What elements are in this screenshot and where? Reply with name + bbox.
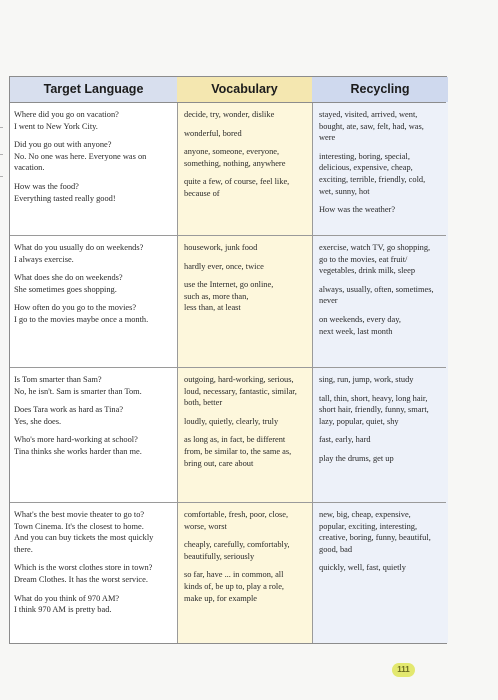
cell-paragraph xyxy=(14,593,174,616)
cell-text-line: interesting, boring, special, xyxy=(319,151,410,161)
cell-text-line: I went to New York City. xyxy=(14,121,98,131)
cell-text-line: Town Cinema. It's the closest to home. xyxy=(14,521,144,531)
cell-text-line: I think 970 AM is pretty bad. xyxy=(14,605,112,615)
cell-text-line: quite a few, of course, feel like, xyxy=(184,177,290,187)
table-row xyxy=(10,236,446,368)
cell-text-line: How often do you go to the movies? xyxy=(14,303,137,313)
cell-text-line: there. xyxy=(14,544,33,554)
target-language-cell xyxy=(14,242,174,333)
cell-text-line: so far, have ... in common, all xyxy=(184,570,284,580)
cell-text-line: bring out, care about xyxy=(184,458,254,468)
faded-header-text xyxy=(150,58,153,68)
cell-text-line: wonderful, bored xyxy=(184,128,242,138)
cell-paragraph xyxy=(319,151,445,197)
cell-text-line: delicious, expensive, cheap, xyxy=(319,163,413,173)
cell-text-line: Is Tom smarter than Sam? xyxy=(14,375,102,384)
cell-paragraph xyxy=(319,284,445,307)
cell-paragraph xyxy=(14,139,174,174)
cell-paragraph xyxy=(184,374,308,409)
cell-text-line: What does she do on weekends? xyxy=(14,273,123,283)
cell-text-line: creative, boring, funny, beautiful, xyxy=(319,533,431,543)
target-language-cell xyxy=(14,109,174,211)
cell-paragraph xyxy=(184,128,308,140)
cell-text-line: How was the food? xyxy=(14,181,79,191)
cell-text-line: both, better xyxy=(184,398,223,408)
vocabulary-cell xyxy=(184,509,308,611)
target-language-header: Target Language xyxy=(10,77,177,102)
cell-text-line: make up, for example xyxy=(184,593,258,603)
margin-mark xyxy=(0,176,3,177)
cell-text-line: lazy, popular, quiet, shy xyxy=(319,416,399,426)
margin-mark xyxy=(0,127,3,128)
cell-paragraph xyxy=(184,569,308,604)
cell-text-line: from, be similar to, the same as, xyxy=(184,446,292,456)
recycling-cell xyxy=(319,374,445,472)
cell-paragraph xyxy=(184,261,308,273)
cell-paragraph xyxy=(184,416,308,428)
cell-text-line: wet, sunny, hot xyxy=(319,186,370,196)
cell-text-line: stayed, visited, arrived, went, xyxy=(319,110,418,119)
cell-text-line: never xyxy=(319,296,338,306)
cell-paragraph xyxy=(184,146,308,169)
cell-paragraph xyxy=(319,242,445,277)
cell-paragraph xyxy=(319,109,445,144)
cell-text-line: What's the best movie theater to go to? xyxy=(14,510,145,519)
cell-text-line: vacation. xyxy=(14,163,45,173)
cell-text-line: go to the movies, eat fruit/ xyxy=(319,254,408,264)
recycling-cell xyxy=(319,242,445,344)
cell-text-line: decide, try, wonder, dislike xyxy=(184,110,275,119)
cell-text-line: anyone, someone, everyone, xyxy=(184,147,280,157)
vocabulary-cell xyxy=(184,242,308,321)
cell-text-line: next week, last month xyxy=(319,326,393,336)
cell-text-line: No. No one was here. Everyone was on xyxy=(14,151,147,161)
cell-paragraph xyxy=(184,109,308,121)
cell-text-line: Yes, she does. xyxy=(14,416,62,426)
cell-text-line: Did you go out with anyone? xyxy=(14,140,112,150)
cell-paragraph xyxy=(319,374,445,386)
cell-text-line: as long as, in fact, be different xyxy=(184,435,286,445)
cell-text-line: Who's more hard-working at school? xyxy=(14,435,138,445)
cell-paragraph xyxy=(319,434,445,446)
cell-paragraph xyxy=(319,393,445,428)
cell-text-line: Which is the worst clothes store in town? xyxy=(14,563,153,573)
page-number-badge: 111 xyxy=(392,663,415,677)
cell-paragraph xyxy=(184,279,308,314)
cell-text-line: Everything tasted really good! xyxy=(14,193,116,203)
language-summary-table xyxy=(9,76,447,644)
cell-text-line: less than, at least xyxy=(184,303,241,313)
vocabulary-cell xyxy=(184,374,308,476)
cell-paragraph xyxy=(14,242,174,265)
cell-paragraph xyxy=(319,562,445,574)
cell-text-line: because of xyxy=(184,188,220,198)
vocabulary-cell xyxy=(184,109,308,207)
cell-paragraph xyxy=(14,302,174,325)
cell-text-line: use the Internet, go online, xyxy=(184,280,274,290)
cell-text-line: No, he isn't. Sam is smarter than Tom. xyxy=(14,386,142,396)
cell-text-line: outgoing, hard-working, serious, xyxy=(184,375,294,384)
table-row xyxy=(10,103,446,236)
cell-text-line: I go to the movies maybe once a month. xyxy=(14,314,149,324)
cell-text-line: exercise, watch TV, go shopping, xyxy=(319,243,431,252)
cell-text-line: housework, junk food xyxy=(184,243,258,252)
cell-text-line: always, usually, often, sometimes, xyxy=(319,284,434,294)
cell-text-line: Dream Clothes. It has the worst service. xyxy=(14,574,148,584)
cell-text-line: What do you think of 970 AM? xyxy=(14,593,120,603)
table-header xyxy=(10,77,446,103)
cell-text-line: short hair, friendly, funny, smart, xyxy=(319,405,429,415)
table-row xyxy=(10,503,446,644)
cell-paragraph xyxy=(319,204,445,216)
cell-text-line: new, big, cheap, expensive, xyxy=(319,510,411,519)
cell-text-line: loudly, quietly, clearly, truly xyxy=(184,416,279,426)
cell-paragraph xyxy=(184,242,308,254)
cell-text-line: hardly ever, once, twice xyxy=(184,261,264,271)
cell-text-line: kinds of, be up to, play a role, xyxy=(184,581,285,591)
cell-text-line: tall, thin, short, heavy, long hair, xyxy=(319,393,428,403)
cell-text-line: And you can buy tickets the most quickly xyxy=(14,533,154,543)
cell-text-line: beautifully, seriously xyxy=(184,551,255,561)
cell-text-line: worse, worst xyxy=(184,521,227,531)
cell-text-line: good, bad xyxy=(319,544,353,554)
cell-paragraph xyxy=(14,404,174,427)
cell-text-line: were xyxy=(319,133,336,143)
recycling-cell xyxy=(319,509,445,581)
cell-paragraph xyxy=(14,562,174,585)
cell-text-line: on weekends, every day, xyxy=(319,314,402,324)
cell-text-line: bought, ate, saw, felt, had, was, xyxy=(319,121,424,131)
cell-paragraph xyxy=(14,181,174,204)
cell-text-line: quickly, well, fast, quietly xyxy=(319,563,406,573)
cell-text-line: comfortable, fresh, poor, close, xyxy=(184,510,289,519)
cell-paragraph xyxy=(184,434,308,469)
vocabulary-header: Vocabulary xyxy=(177,77,312,102)
cell-text-line: play the drums, get up xyxy=(319,453,394,463)
cell-text-line: popular, exciting, interesting, xyxy=(319,521,418,531)
cell-paragraph xyxy=(319,509,445,555)
cell-text-line: Where did you go on vacation? xyxy=(14,110,119,119)
cell-paragraph xyxy=(184,539,308,562)
cell-text-line: exciting, terrible, friendly, cold, xyxy=(319,174,426,184)
cell-paragraph xyxy=(14,109,174,132)
cell-text-line: sing, run, jump, work, study xyxy=(319,375,414,384)
cell-paragraph xyxy=(319,453,445,465)
cell-text-line: Tina thinks she works harder than me. xyxy=(14,446,142,456)
margin-mark xyxy=(0,154,3,155)
cell-text-line: How was the weather? xyxy=(319,205,396,215)
cell-text-line: such as, more than, xyxy=(184,291,249,301)
cell-text-line: What do you usually do on weekends? xyxy=(14,243,144,252)
recycling-cell xyxy=(319,109,445,223)
cell-text-line: Does Tara work as hard as Tina? xyxy=(14,405,124,415)
target-language-cell xyxy=(14,374,174,465)
cell-paragraph xyxy=(14,509,174,555)
recycling-header: Recycling xyxy=(312,77,448,102)
cell-paragraph xyxy=(184,509,308,532)
cell-paragraph xyxy=(14,434,174,457)
cell-text-line: She sometimes goes shopping. xyxy=(14,284,117,294)
cell-text-line: something, nothing, anywhere xyxy=(184,158,286,168)
cell-text-line: vegetables, drink milk, sleep xyxy=(319,266,416,276)
cell-paragraph xyxy=(184,176,308,199)
cell-text-line: loud, necessary, fantastic, similar, xyxy=(184,386,297,396)
cell-paragraph xyxy=(14,272,174,295)
cell-text-line: I always exercise. xyxy=(14,254,74,264)
cell-paragraph xyxy=(319,314,445,337)
cell-text-line: cheaply, carefully, comfortably, xyxy=(184,540,290,550)
target-language-cell xyxy=(14,509,174,623)
cell-paragraph xyxy=(14,374,174,397)
table-row xyxy=(10,368,446,503)
cell-text-line: fast, early, hard xyxy=(319,435,371,445)
